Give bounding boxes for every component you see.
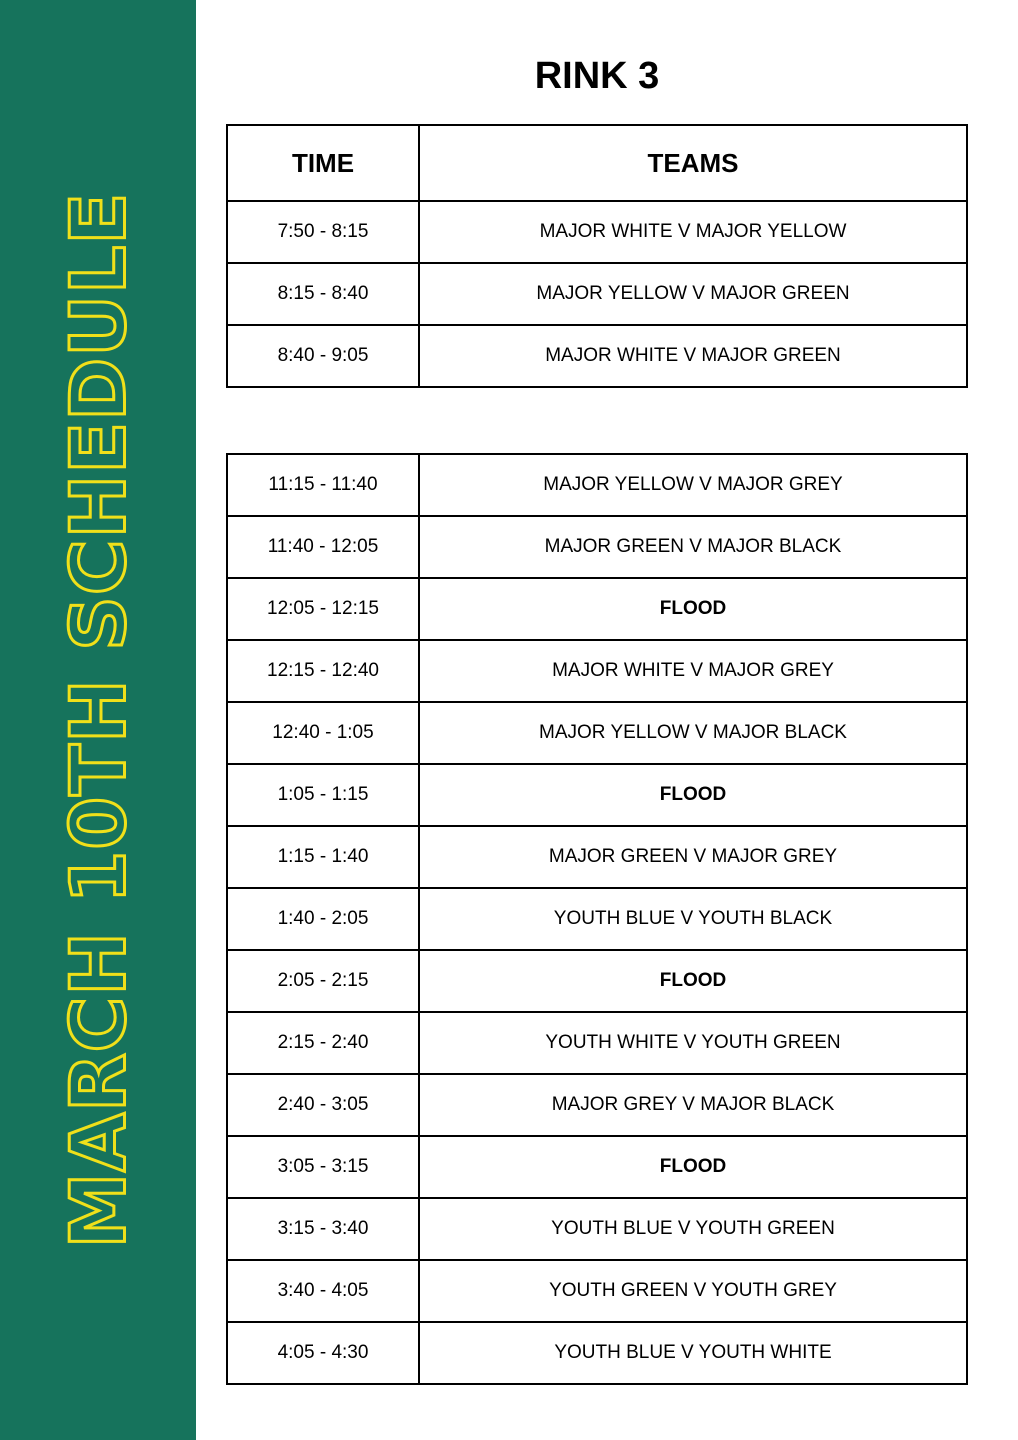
- time-cell: 2:40 - 3:05: [227, 1074, 419, 1136]
- table-row: [227, 201, 967, 263]
- table-row: [227, 888, 967, 950]
- teams-cell: YOUTH BLUE V YOUTH WHITE: [419, 1322, 967, 1384]
- flood-cell: FLOOD: [419, 764, 967, 826]
- table-row: [227, 1136, 967, 1198]
- morning-schedule-table: [226, 124, 968, 388]
- time-cell: 12:05 - 12:15: [227, 578, 419, 640]
- teams-cell: YOUTH BLUE V YOUTH BLACK: [419, 888, 967, 950]
- teams-cell: MAJOR YELLOW V MAJOR GREEN: [419, 263, 967, 325]
- table-row: [227, 454, 967, 516]
- time-cell: 11:15 - 11:40: [227, 454, 419, 516]
- teams-cell: MAJOR GREY V MAJOR BLACK: [419, 1074, 967, 1136]
- page-title: RINK 3: [534, 55, 660, 97]
- table-row: [227, 1322, 967, 1384]
- table-row: [227, 578, 967, 640]
- table-row: [227, 950, 967, 1012]
- table-row: [227, 702, 967, 764]
- schedule-date-title: MARCH 10TH SCHEDULE: [53, 191, 143, 1249]
- teams-cell: MAJOR WHITE V MAJOR GREEN: [419, 325, 967, 387]
- table-row: [227, 1260, 967, 1322]
- table-row: [227, 826, 967, 888]
- time-cell: 1:05 - 1:15: [227, 764, 419, 826]
- time-cell: 4:05 - 4:30: [227, 1322, 419, 1384]
- time-cell: 1:40 - 2:05: [227, 888, 419, 950]
- time-cell: 12:40 - 1:05: [227, 702, 419, 764]
- teams-column-header: TEAMS: [419, 125, 967, 201]
- teams-cell: MAJOR GREEN V MAJOR BLACK: [419, 516, 967, 578]
- time-cell: 8:40 - 9:05: [227, 325, 419, 387]
- flood-cell: FLOOD: [419, 578, 967, 640]
- afternoon-schedule-table: [226, 453, 968, 1385]
- time-cell: 8:15 - 8:40: [227, 263, 419, 325]
- teams-cell: YOUTH WHITE V YOUTH GREEN: [419, 1012, 967, 1074]
- time-cell: 7:50 - 8:15: [227, 201, 419, 263]
- teams-cell: YOUTH GREEN V YOUTH GREY: [419, 1260, 967, 1322]
- time-cell: 12:15 - 12:40: [227, 640, 419, 702]
- table-row: [227, 1012, 967, 1074]
- teams-cell: MAJOR YELLOW V MAJOR BLACK: [419, 702, 967, 764]
- table-row: [227, 1074, 967, 1136]
- table-row: [227, 764, 967, 826]
- time-cell: 3:05 - 3:15: [227, 1136, 419, 1198]
- time-column-header: TIME: [227, 125, 419, 201]
- teams-cell: MAJOR YELLOW V MAJOR GREY: [419, 454, 967, 516]
- time-cell: 2:15 - 2:40: [227, 1012, 419, 1074]
- sidebar: [0, 0, 196, 1440]
- teams-cell: MAJOR GREEN V MAJOR GREY: [419, 826, 967, 888]
- time-cell: 11:40 - 12:05: [227, 516, 419, 578]
- flood-cell: FLOOD: [419, 950, 967, 1012]
- time-cell: 3:40 - 4:05: [227, 1260, 419, 1322]
- header-row: [227, 125, 967, 201]
- table-row: [227, 263, 967, 325]
- table-row: [227, 516, 967, 578]
- table-row: [227, 325, 967, 387]
- table-row: [227, 640, 967, 702]
- teams-cell: MAJOR WHITE V MAJOR GREY: [419, 640, 967, 702]
- time-cell: 2:05 - 2:15: [227, 950, 419, 1012]
- teams-cell: MAJOR WHITE V MAJOR YELLOW: [419, 201, 967, 263]
- time-cell: 1:15 - 1:40: [227, 826, 419, 888]
- table-row: [227, 1198, 967, 1260]
- teams-cell: YOUTH BLUE V YOUTH GREEN: [419, 1198, 967, 1260]
- time-cell: 3:15 - 3:40: [227, 1198, 419, 1260]
- flood-cell: FLOOD: [419, 1136, 967, 1198]
